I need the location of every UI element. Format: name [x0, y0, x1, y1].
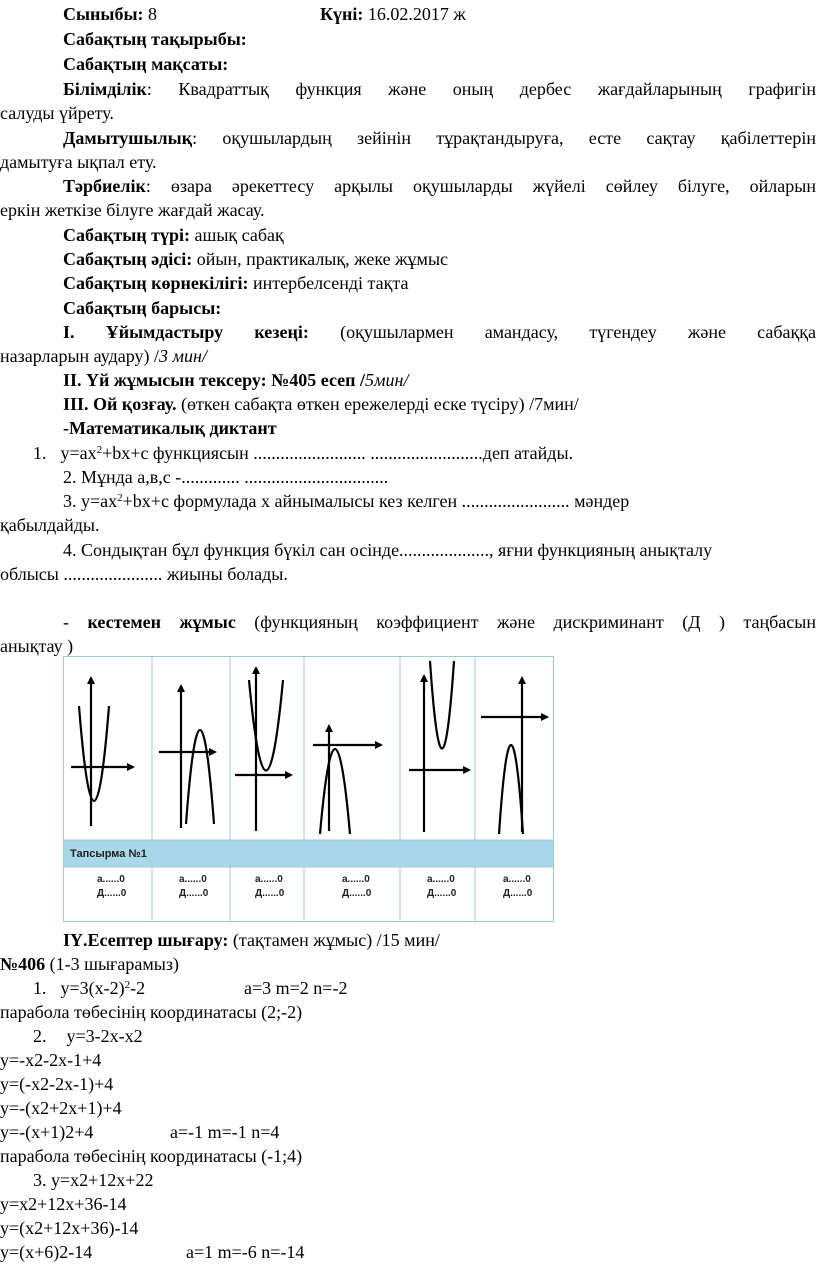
stage1-line2 [0, 344, 816, 368]
cell-2-d: Д......0 [179, 888, 209, 899]
stage4-label: ІҮ.Есептер шығару: [63, 930, 229, 950]
table-border [64, 657, 554, 922]
problem-label: №406 [0, 954, 46, 974]
stage3-text: (өткен сабақта өткен ережелерді еске түсіру) /7мин/ [176, 394, 579, 414]
stage1-time: 3 мин/ [159, 346, 207, 366]
sol2-num: 2. [33, 1026, 47, 1046]
sol3-line2: y=(x2+12x+36)-14 [0, 1218, 139, 1238]
table-work-label: кестемен жұмыс [87, 612, 236, 632]
dict3-b: +bx+c формулада x айнымалысы кез келген ........................ мәндер [122, 491, 630, 511]
educational-line2: салуды үйрету. [0, 103, 114, 123]
sol2-params: a=-1 m=-1 n=4 [170, 1122, 280, 1142]
developmental-label: Дамытушылық [63, 128, 193, 148]
sol1-a: y=3(x-2) [60, 978, 125, 998]
dictation-label: -Математикалық диктант [63, 418, 277, 438]
lesson-method [63, 247, 816, 271]
sol2-line4-text: y=-(x+1)2+4 [0, 1122, 94, 1142]
sol3-eq: 3. y=x2+12x+22 [33, 1170, 154, 1190]
stage2-label: ІІ. Үй жұмысын тексеру: №405 есеп [63, 370, 356, 390]
cell-1-d: Д......0 [97, 888, 127, 899]
goal-label: Сабақтың мақсаты: [63, 54, 229, 74]
lesson-type [63, 223, 816, 247]
dict-item-2: 2. Мұнда a,в,с -............. ................................ [63, 467, 389, 487]
lesson-visual-label: Сабақтың көрнекілігі: [63, 273, 249, 293]
sol3-params: a=1 m=-6 n=-14 [186, 1242, 305, 1262]
cell-4-d: Д......0 [342, 888, 372, 899]
lesson-visual [63, 271, 816, 295]
educational-line1 [63, 77, 816, 101]
class-label: Сыныбы: [63, 4, 144, 24]
sol2-line2: y=(-x2-2x-1)+4 [0, 1074, 114, 1094]
developmental-text1: : оқушылардың зейінін тұрақтандыруға, есте сақтау қабілеттерін [192, 128, 816, 148]
sol1-eq [33, 976, 816, 1000]
dict-item-4: 4. Сондықтан бұл функция бүкіл сан осінде...................., яғни функцияның анықталу [63, 540, 713, 560]
sol2-vertex: парабола төбесінің координатасы (-1;4) [0, 1146, 303, 1166]
upbringing-line1 [63, 174, 816, 198]
stage2-time: 5мин/ [365, 370, 409, 390]
dict-item-4-line2: облысы ...................... жиыны болады. [0, 564, 288, 584]
stage2-sep: / [355, 370, 366, 390]
sol3-line3 [0, 1240, 816, 1264]
lesson-visual-value: интербелсенді тақта [248, 273, 409, 293]
sol1-num: 1. [33, 978, 47, 998]
stage4-text: (тақтамен жұмыс) /15 мин/ [228, 930, 440, 950]
cell-6-a: a......0 [503, 874, 531, 885]
upbringing-text1: : өзара әрекеттесу арқылы оқушыларды жүйелі сөйлеу білуге, ойларын [145, 176, 816, 196]
table-work-line1 [63, 610, 816, 634]
dict-item-3-line2: қабылдайды. [0, 515, 100, 535]
cell-4-a: a......0 [342, 874, 370, 885]
stage2 [63, 368, 816, 392]
educational-text1: : Квадраттық функция және оның дербес жағдайларының графигін [146, 79, 816, 99]
stage1-line1 [63, 320, 816, 344]
cell-3-d: Д......0 [255, 888, 285, 899]
problem-line [0, 952, 816, 976]
dict1-b: +bx+c функциясын ......................... .........................деп атайды. [102, 443, 574, 463]
header-line [63, 2, 816, 26]
dict1-num: 1. [33, 443, 47, 463]
task-table-header: Тапсырма №1 [70, 848, 147, 860]
upbringing-label: Тәрбиелік [63, 176, 146, 196]
developmental-line1 [63, 126, 816, 150]
sol2-line3: y=-(x2+2x+1)+4 [0, 1098, 122, 1118]
educational-label: Білімділік [63, 79, 147, 99]
date-value: 16.02.2017 ж [367, 4, 466, 24]
stage3-label: ІІІ. Ой қозғау. [63, 394, 177, 414]
sol1-vertex: парабола төбесінің координатасы (2;-2) [0, 1002, 303, 1022]
sol2-line4 [0, 1120, 816, 1144]
table-work-line2: анықтау ) [0, 636, 74, 656]
sol1-b: -2 [130, 978, 146, 998]
stage1-label: І. Ұйымдастыру кезеңі: [63, 322, 309, 342]
table-work-text1: (функцияның коэффициент және дискриминант (Д ) таңбасын [235, 612, 816, 632]
sol2-eq [33, 1024, 816, 1048]
task-table [63, 656, 554, 922]
dict3-a: 3. y=ax [63, 491, 118, 511]
sol1-sup: 2 [124, 979, 131, 991]
cell-1-a: a......0 [97, 874, 125, 885]
topic-label: Сабақтың тақырыбы: [63, 29, 247, 49]
sol3-line3-text: y=(x+6)2-14 [0, 1242, 93, 1262]
developmental-line2: дамытуға ықпал ету. [0, 152, 157, 172]
dict-item-1 [33, 441, 816, 465]
stage1-text2: назарларын аудару) / [0, 346, 160, 366]
cell-6-d: Д......0 [503, 888, 533, 899]
lesson-course-label: Сабақтың барысы: [63, 298, 222, 318]
problem-text: (1-3 шығарамыз) [45, 954, 179, 974]
stage4 [63, 928, 816, 952]
sol2-line1: y=-x2-2x-1+4 [0, 1050, 102, 1070]
stage1-text1: (оқушылармен амандасу, түгендеу және сабаққа [308, 322, 816, 342]
date-label: Күні: [320, 4, 364, 24]
dict1-sup: 2 [96, 444, 103, 456]
lesson-method-value: ойын, практикалық, жеке жұмыс [192, 249, 449, 269]
sol1-params: a=3 m=2 n=-2 [244, 978, 348, 998]
class-value: 8 [148, 4, 158, 24]
table-work-dash: - [63, 612, 88, 632]
cell-5-a: a......0 [427, 874, 455, 885]
dict3-sup: 2 [117, 492, 123, 504]
dict-item-3 [63, 489, 816, 513]
sol2-equation: y=3-2x-x2 [66, 1026, 143, 1046]
lesson-type-label: Сабақтың түрі: [63, 225, 190, 245]
cell-3-a: a......0 [255, 874, 283, 885]
date-group [320, 2, 466, 26]
cell-5-d: Д......0 [427, 888, 457, 899]
stage3 [63, 392, 816, 416]
dict1-a: y=ax [60, 443, 97, 463]
upbringing-line2: еркін жеткізе білуге жағдай жасау. [0, 200, 265, 220]
lesson-method-label: Сабақтың әдісі: [63, 249, 193, 269]
lesson-type-value: ашық сабақ [189, 225, 284, 245]
sol3-line1: y=x2+12x+36-14 [0, 1194, 127, 1214]
cell-2-a: a......0 [179, 874, 207, 885]
